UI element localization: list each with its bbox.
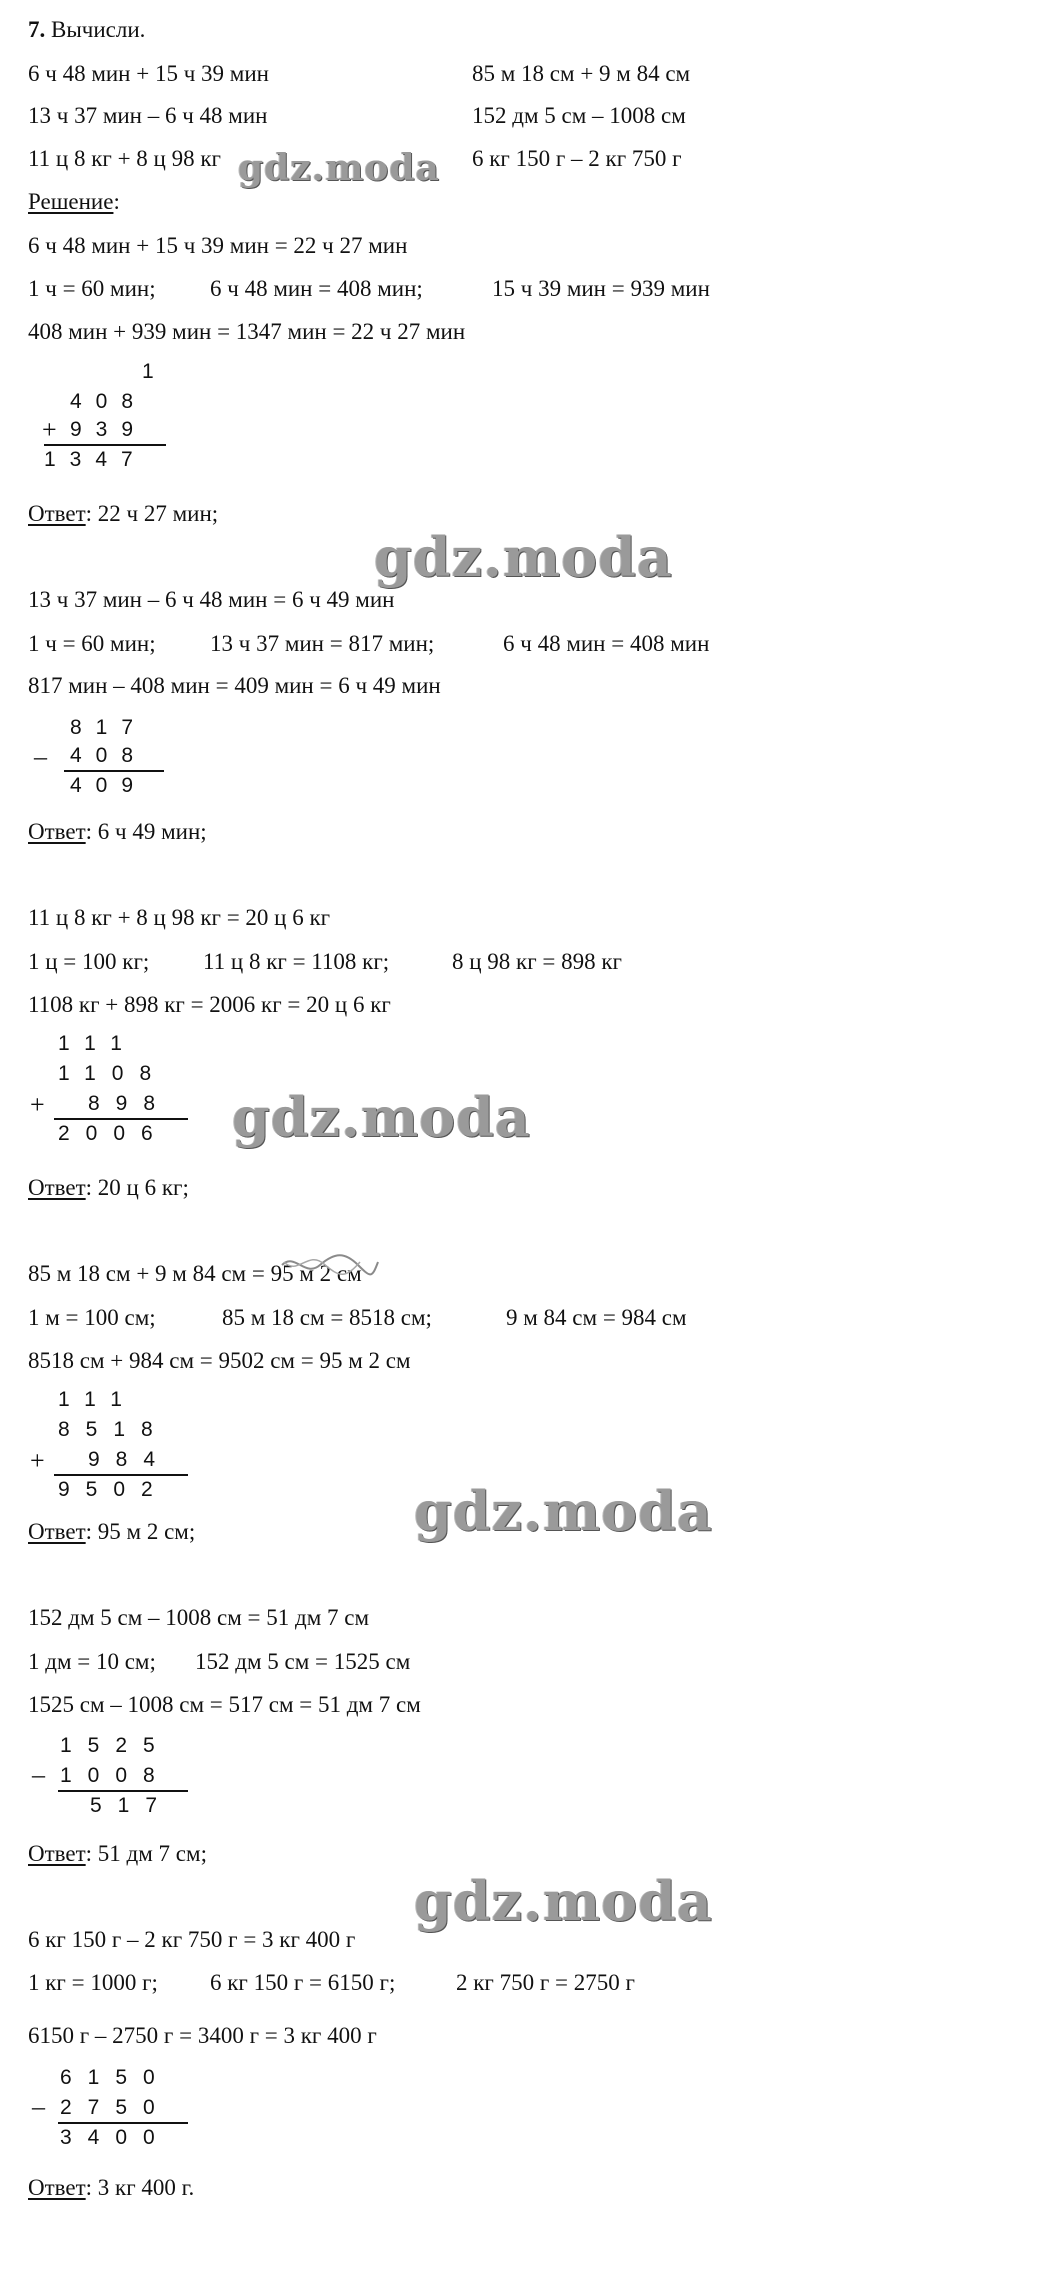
block4-answer-value: : 95 м 2 см; bbox=[85, 1519, 196, 1544]
block2-conversion-1: 1 ч = 60 мин; bbox=[28, 631, 156, 656]
block1-answer bbox=[28, 502, 218, 525]
answer-label: Ответ bbox=[28, 501, 86, 526]
solution-heading: Решение: bbox=[28, 189, 120, 214]
exercise-instruction: Вычисли. bbox=[51, 17, 146, 42]
block1-conversion-2: 6 ч 48 мин = 408 мин; bbox=[210, 276, 423, 301]
block3-conversion-3: 8 ц 98 кг = 898 кг bbox=[452, 949, 622, 974]
block5-operand-b: 1008 bbox=[60, 1764, 171, 1787]
solution-label: Решение bbox=[28, 189, 114, 214]
block5-conversion-1: 1 дм = 10 см; bbox=[28, 1649, 156, 1674]
block2-operator: – bbox=[34, 742, 47, 771]
block3-operand-b: 898 bbox=[88, 1092, 172, 1115]
watermark-2: gdz.moda bbox=[374, 525, 673, 589]
block4-answer bbox=[28, 1520, 195, 1543]
block5-answer-value: : 51 дм 7 см; bbox=[85, 1841, 207, 1866]
answer-label: Ответ bbox=[28, 819, 86, 844]
block6-conversion-2: 6 кг 150 г = 6150 г; bbox=[210, 1970, 396, 1995]
block4-calculation: 8518 см + 984 см = 9502 см = 95 м 2 см bbox=[28, 1348, 411, 1373]
block2-operand-b: 408 bbox=[70, 744, 148, 767]
block2-equation: 13 ч 37 мин – 6 ч 48 мин = 6 ч 49 мин bbox=[28, 587, 395, 612]
block4-operand-b: 984 bbox=[88, 1448, 172, 1471]
block6-equation: 6 кг 150 г – 2 кг 750 г = 3 кг 400 г bbox=[28, 1927, 356, 1952]
block2-result: 409 bbox=[70, 774, 148, 797]
block4-result: 9502 bbox=[58, 1478, 169, 1501]
block3-answer bbox=[28, 1176, 189, 1199]
block1-calculation: 408 мин + 939 мин = 1347 мин = 22 ч 27 мин bbox=[28, 319, 466, 344]
block1-rule bbox=[44, 444, 166, 446]
block3-result: 2006 bbox=[58, 1122, 169, 1145]
block6-answer-value: : 3 кг 400 г. bbox=[85, 2175, 195, 2200]
block4-rule bbox=[54, 1474, 188, 1476]
block5-operator: – bbox=[32, 1760, 45, 1789]
block4-equation: 85 м 18 см + 9 м 84 см = 95 м 2 см bbox=[28, 1261, 362, 1286]
block6-conversion-1: 1 кг = 1000 г; bbox=[28, 1970, 158, 1995]
block4-carry: 111 bbox=[58, 1388, 138, 1411]
block6-conversion-3: 2 кг 750 г = 2750 г bbox=[456, 1970, 635, 1995]
block5-calculation: 1525 см – 1008 см = 517 см = 51 дм 7 см bbox=[28, 1692, 421, 1717]
block1-operand-a: 408 bbox=[70, 390, 148, 413]
block6-operand-a: 6150 bbox=[60, 2066, 171, 2089]
block6-operator: – bbox=[32, 2092, 45, 2121]
block1-carry: 1 bbox=[142, 360, 154, 383]
watermark-1: gdz.moda bbox=[238, 147, 440, 189]
block2-answer bbox=[28, 820, 207, 843]
block4-operator: + bbox=[30, 1446, 45, 1475]
block6-result: 3400 bbox=[60, 2126, 171, 2149]
block3-conversion-2: 11 ц 8 кг = 1108 кг; bbox=[203, 949, 390, 974]
answer-label: Ответ bbox=[28, 1519, 86, 1544]
task-left-3: 11 ц 8 кг + 8 ц 98 кг bbox=[28, 146, 221, 171]
block5-result: 517 bbox=[90, 1794, 174, 1817]
watermark-4: gdz.moda bbox=[414, 1479, 713, 1543]
task-right-1: 85 м 18 см + 9 м 84 см bbox=[472, 61, 691, 86]
block4-conversion-1: 1 м = 100 см; bbox=[28, 1305, 156, 1330]
block1-conversion-3: 15 ч 39 мин = 939 мин bbox=[492, 276, 710, 301]
block3-operator: + bbox=[30, 1090, 45, 1119]
block3-rule bbox=[54, 1118, 188, 1120]
block2-conversion-3: 6 ч 48 мин = 408 мин bbox=[503, 631, 710, 656]
block3-conversion-1: 1 ц = 100 кг; bbox=[28, 949, 150, 974]
block1-operand-b: 939 bbox=[70, 418, 148, 441]
squiggle-mark bbox=[280, 1250, 380, 1280]
block3-equation: 11 ц 8 кг + 8 ц 98 кг = 20 ц 6 кг bbox=[28, 905, 331, 930]
answer-label: Ответ bbox=[28, 1841, 86, 1866]
block3-operand-a: 1108 bbox=[58, 1062, 168, 1085]
block5-equation: 152 дм 5 см – 1008 см = 51 дм 7 см bbox=[28, 1605, 370, 1630]
block1-equation: 6 ч 48 мин + 15 ч 39 мин = 22 ч 27 мин bbox=[28, 233, 408, 258]
task-left-2: 13 ч 37 мин – 6 ч 48 мин bbox=[28, 103, 268, 128]
block3-answer-value: : 20 ц 6 кг; bbox=[85, 1175, 189, 1200]
block4-conversion-3: 9 м 84 см = 984 см bbox=[506, 1305, 687, 1330]
exercise-header bbox=[28, 18, 145, 41]
block2-answer-value: : 6 ч 49 мин; bbox=[85, 819, 207, 844]
block3-calculation: 1108 кг + 898 кг = 2006 кг = 20 ц 6 кг bbox=[28, 992, 391, 1017]
block5-rule bbox=[58, 1790, 188, 1792]
block6-rule bbox=[58, 2122, 188, 2124]
block1-conversion-1: 1 ч = 60 мин; bbox=[28, 276, 156, 301]
block4-operand-a: 8518 bbox=[58, 1418, 169, 1441]
block5-conversion-2: 152 дм 5 см = 1525 см bbox=[195, 1649, 411, 1674]
block4-conversion-2: 85 м 18 см = 8518 см; bbox=[222, 1305, 432, 1330]
task-right-2: 152 дм 5 см – 1008 см bbox=[472, 103, 686, 128]
block6-operand-b: 2750 bbox=[60, 2096, 171, 2119]
answer-label: Ответ bbox=[28, 1175, 86, 1200]
answer-label: Ответ bbox=[28, 2175, 86, 2200]
block2-operand-a: 817 bbox=[70, 716, 148, 739]
watermark-3: gdz.moda bbox=[232, 1085, 531, 1149]
block6-calculation: 6150 г – 2750 г = 3400 г = 3 кг 400 г bbox=[28, 2023, 377, 2048]
watermark-5: gdz.moda bbox=[414, 1869, 713, 1933]
task-left-1: 6 ч 48 мин + 15 ч 39 мин bbox=[28, 61, 269, 86]
block6-answer bbox=[28, 2176, 194, 2199]
block2-calculation: 817 мин – 408 мин = 409 мин = 6 ч 49 мин bbox=[28, 673, 441, 698]
task-right-3: 6 кг 150 г – 2 кг 750 г bbox=[472, 146, 682, 171]
block3-carry: 111 bbox=[58, 1032, 138, 1055]
block2-conversion-2: 13 ч 37 мин = 817 мин; bbox=[210, 631, 435, 656]
block1-answer-value: : 22 ч 27 мин; bbox=[85, 501, 219, 526]
block5-answer bbox=[28, 1842, 207, 1865]
exercise-number: 7. bbox=[28, 17, 46, 42]
block2-rule bbox=[64, 770, 164, 772]
block5-operand-a: 1525 bbox=[60, 1734, 171, 1757]
block1-result: 1347 bbox=[44, 448, 147, 471]
block1-operator: + bbox=[42, 415, 57, 444]
